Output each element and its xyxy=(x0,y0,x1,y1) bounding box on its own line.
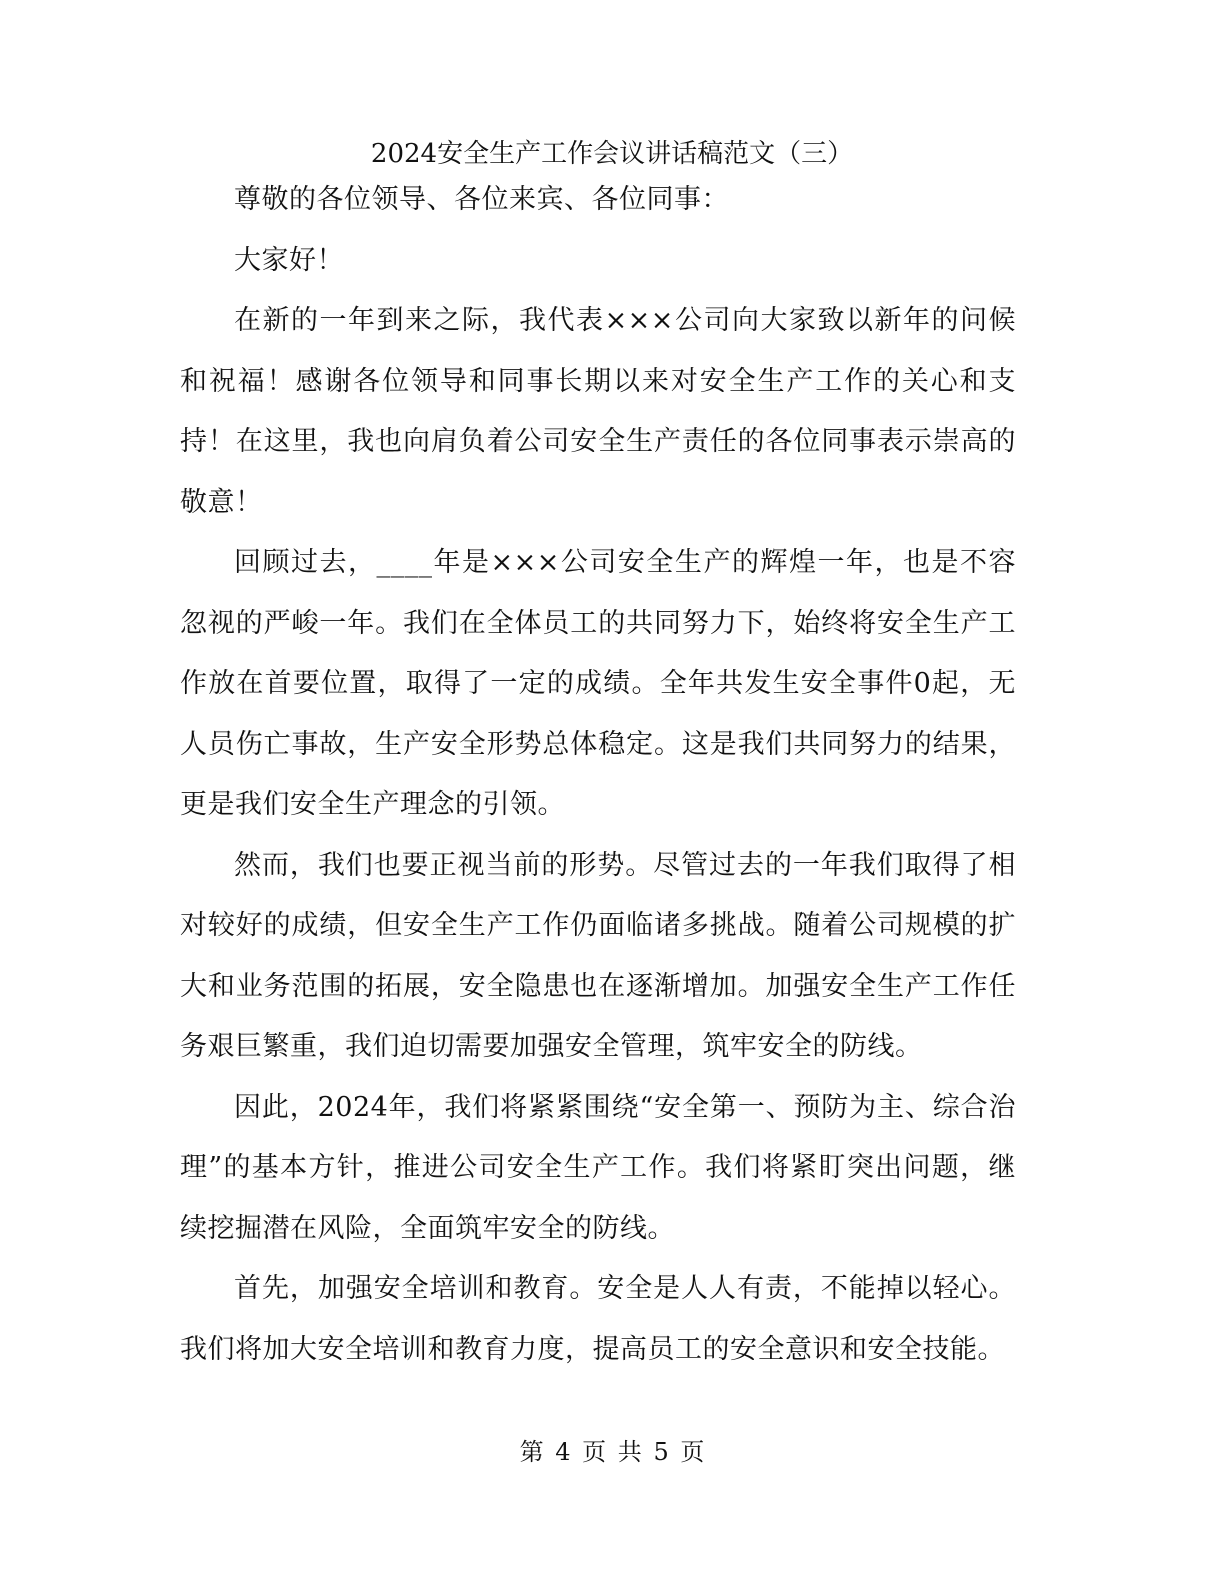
paragraph: 在新的一年到来之际，我代表×××公司向大家致以新年的问候和祝福！感谢各位领导和同事长期以来对安全生产工作的关心和支持！在这里，我也向肩负着公司安全生产责任的各位同事表示崇高的敬意！ xyxy=(180,305,1016,518)
greeting: 大家好！ xyxy=(234,244,344,276)
paragraph: 首先，加强安全培训和教育。安全是人人有责，不能掉以轻心。我们将加大安全培训和教育力度，提高员工的安全意识和安全技能。 xyxy=(180,1273,1016,1365)
document-title: 2024安全生产工作会议讲话稿范文（三） xyxy=(370,139,854,169)
paragraph: 回顾过去，____年是×××公司安全生产的辉煌一年，也是不容忽视的严峻一年。我们在全体员工的共同努力下，始终将安全生产工作放在首要位置，取得了一定的成绩。全年共发生安全事件0起，无人员伤亡事故，生产安全形势总体稳定。这是我们共同努力的结果，更是我们安全生产理念的引领。 xyxy=(180,547,1016,820)
paragraph: 然而，我们也要正视当前的形势。尽管过去的一年我们取得了相对较好的成绩，但安全生产工作仍面临诸多挑战。随着公司规模的扩大和业务范围的拓展，安全隐患也在逐渐增加。加强安全生产工作任务艰巨繁重，我们迫切需要加强安全管理，筑牢安全的防线。 xyxy=(180,849,1016,1062)
paragraph: 因此，2024年，我们将紧紧围绕“安全第一、预防为主、综合治理”的基本方针，推进公司安全生产工作。我们将紧盯突出问题，继续挖掘潜在风险，全面筑牢安全的防线。 xyxy=(180,1091,1016,1244)
document-body xyxy=(180,170,1016,1380)
salutation: 尊敬的各位领导、各位来宾、各位同事： xyxy=(234,184,729,215)
page-number-footer: 第 4 页 共 5 页 xyxy=(519,1438,705,1466)
